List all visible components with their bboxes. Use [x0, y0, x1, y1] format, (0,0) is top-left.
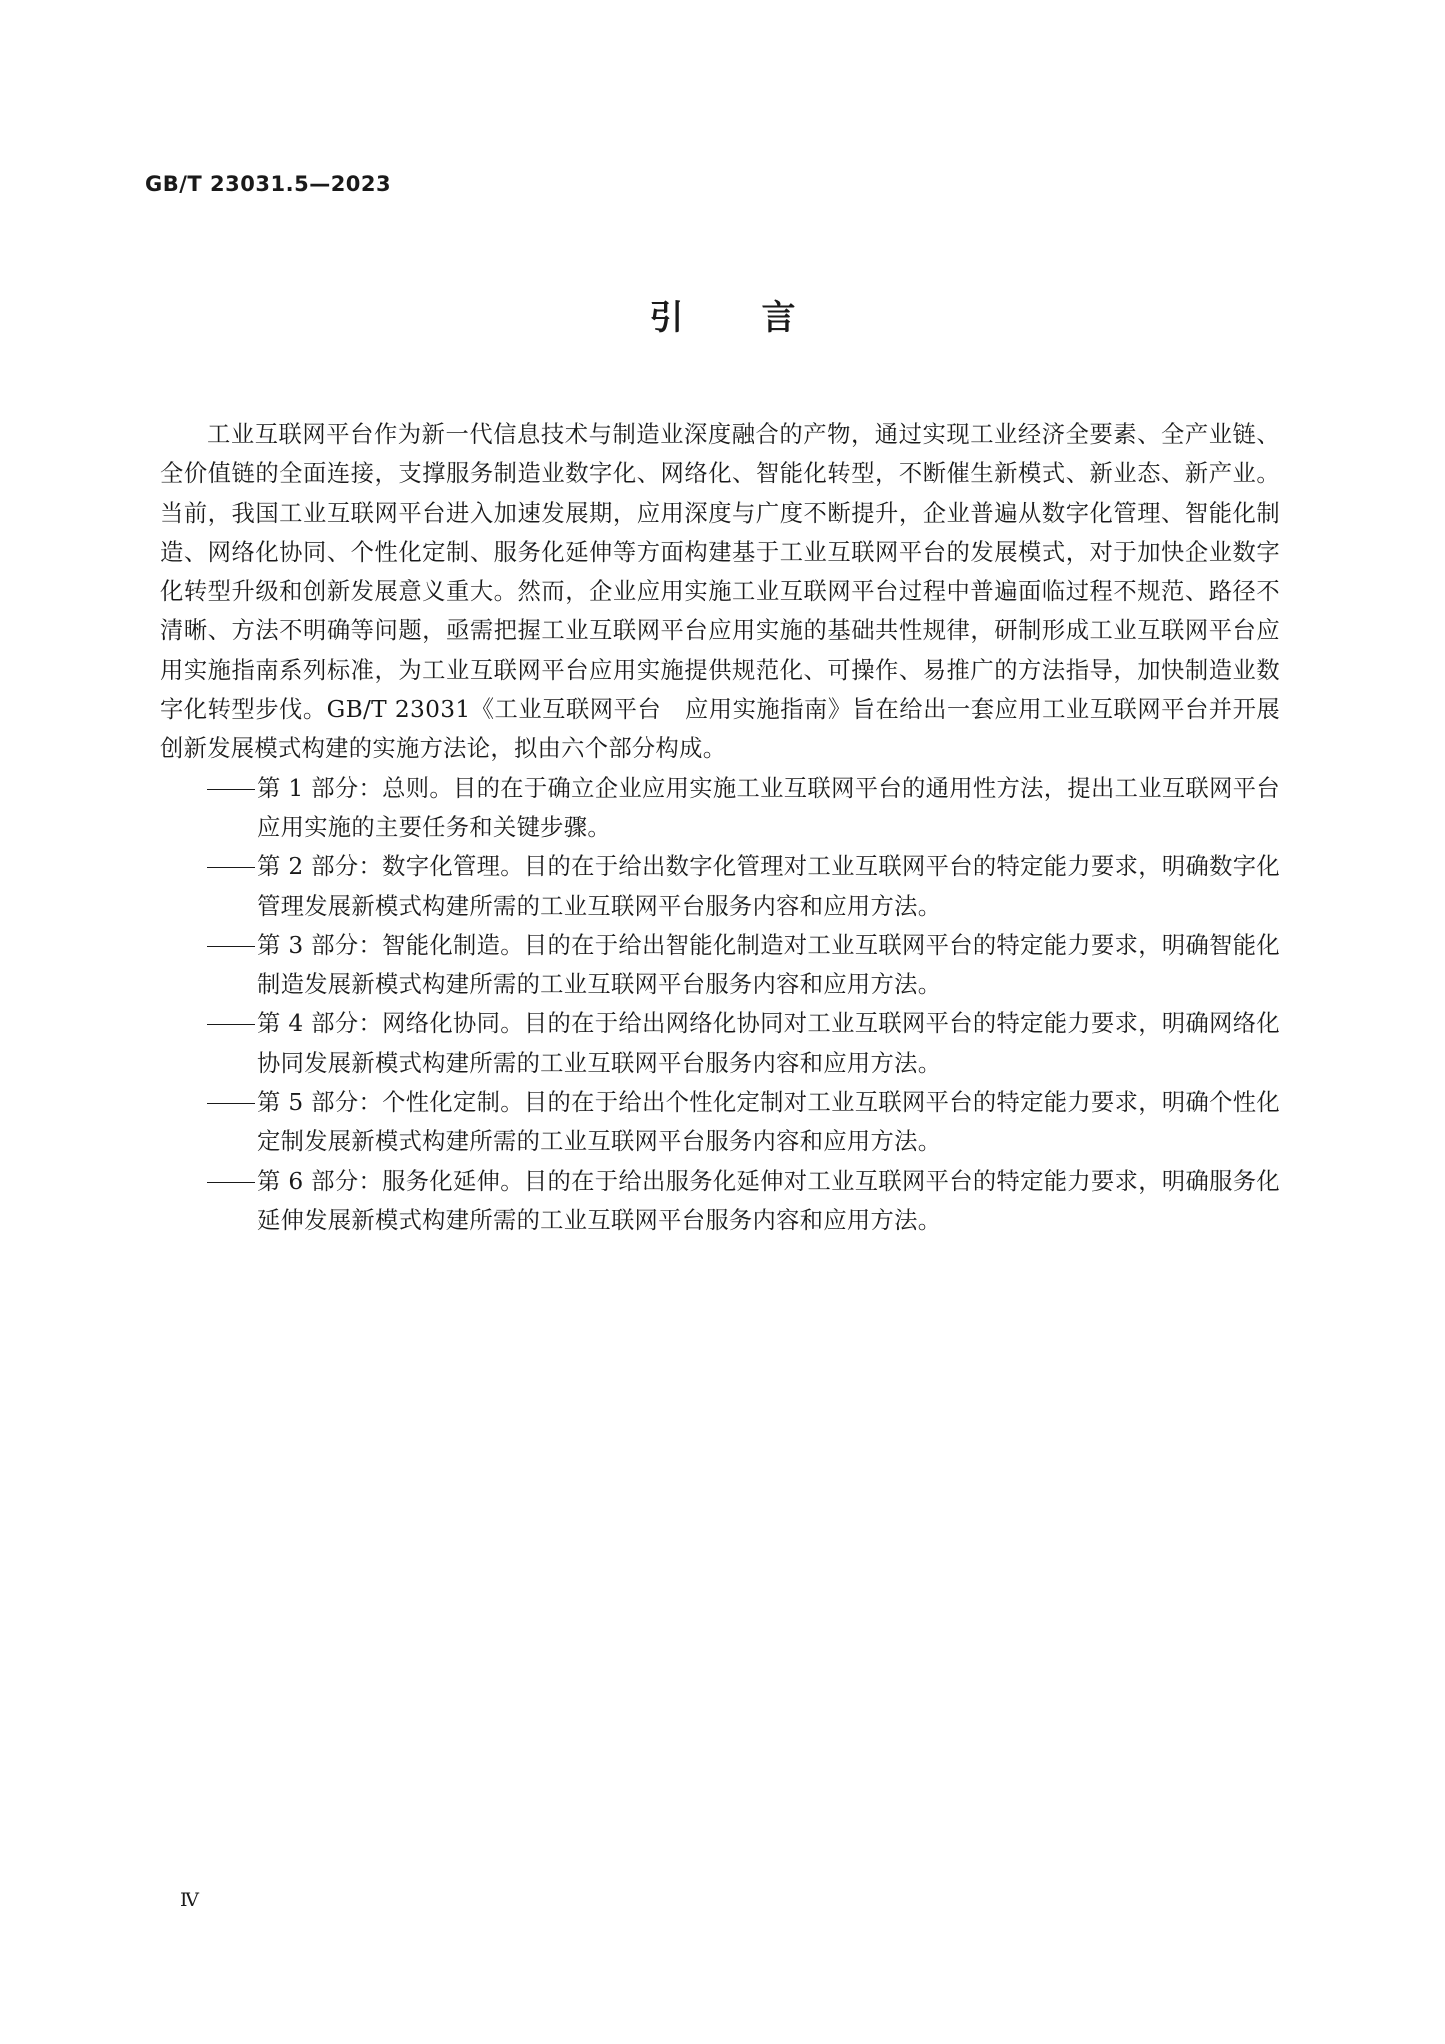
list-item: [160, 926, 1280, 1005]
body-text: [160, 415, 1280, 1240]
list-item: [160, 1083, 1280, 1162]
page-number: Ⅳ: [180, 1889, 199, 1911]
list-item: [160, 1162, 1280, 1241]
list-item: [160, 769, 1280, 848]
list-item-text: 第 4 部分：网络化协同。目的在于给出网络化协同对工业互联网平台的特定能力要求，明确网络化协同发展新模式构建所需的工业互联网平台服务内容和应用方法。: [257, 1010, 1280, 1077]
list-item: [160, 847, 1280, 926]
list-item-text: 第 2 部分：数字化管理。目的在于给出数字化管理对工业互联网平台的特定能力要求，明确数字化管理发展新模式构建所需的工业互联网平台服务内容和应用方法。: [257, 853, 1280, 920]
page-title: 引言: [649, 298, 874, 338]
list-item: [160, 1004, 1280, 1083]
list-item-text: 第 5 部分：个性化定制。目的在于给出个性化定制对工业互联网平台的特定能力要求，明确个性化定制发展新模式构建所需的工业互联网平台服务内容和应用方法。: [257, 1089, 1280, 1156]
list-item-text: 第 3 部分：智能化制造。目的在于给出智能化制造对工业互联网平台的特定能力要求，明确智能化制造发展新模式构建所需的工业互联网平台服务内容和应用方法。: [257, 931, 1280, 999]
standard-code: GB/T 23031.5—2023: [145, 172, 392, 196]
list-item-text: 第 6 部分：服务化延伸。目的在于给出服务化延伸对工业互联网平台的特定能力要求，明确服务化延伸发展新模式构建所需的工业互联网平台服务内容和应用方法。: [257, 1167, 1280, 1234]
list-item-text: 第 1 部分：总则。目的在于确立企业应用实施工业互联网平台的通用性方法，提出工业互联网平台应用实施的主要任务和关键步骤。: [257, 774, 1280, 841]
intro-paragraph: 工业互联网平台作为新一代信息技术与制造业深度融合的产物，通过实现工业经济全要素、全产业链、全价值链的全面连接，支撑服务制造业数字化、网络化、智能化转型，不断催生新模式、新业态、新产业。当前，我国工业互联网平台进入加速发展期，应用深度与广度不断提升，企业普遍从数字化管理、智能化制造、网络化协同、个性化定制、服务化延伸等方面构建基于工业互联网平台的发展模式，对于加快企业数字化转型升级和创新发展意义重大。然而，企业应用实施工业互联网平台过程中普遍面临过程不规范、路径不清晰、方法不明确等问题，亟需把握工业互联网平台应用实施的基础共性规律，研制形成工业互联网平台应用实施指南系列标准，为工业互联网平台应用实施提供规范化、可操作、易推广的方法指导，加快制造业数字化转型步伐。GB/T 23031《工业互联网平台 应用实施指南》旨在给出一套应用工业互联网平台并开展创新发展模式构建的实施方法论，拟由六个部分构成。: [160, 421, 1280, 763]
